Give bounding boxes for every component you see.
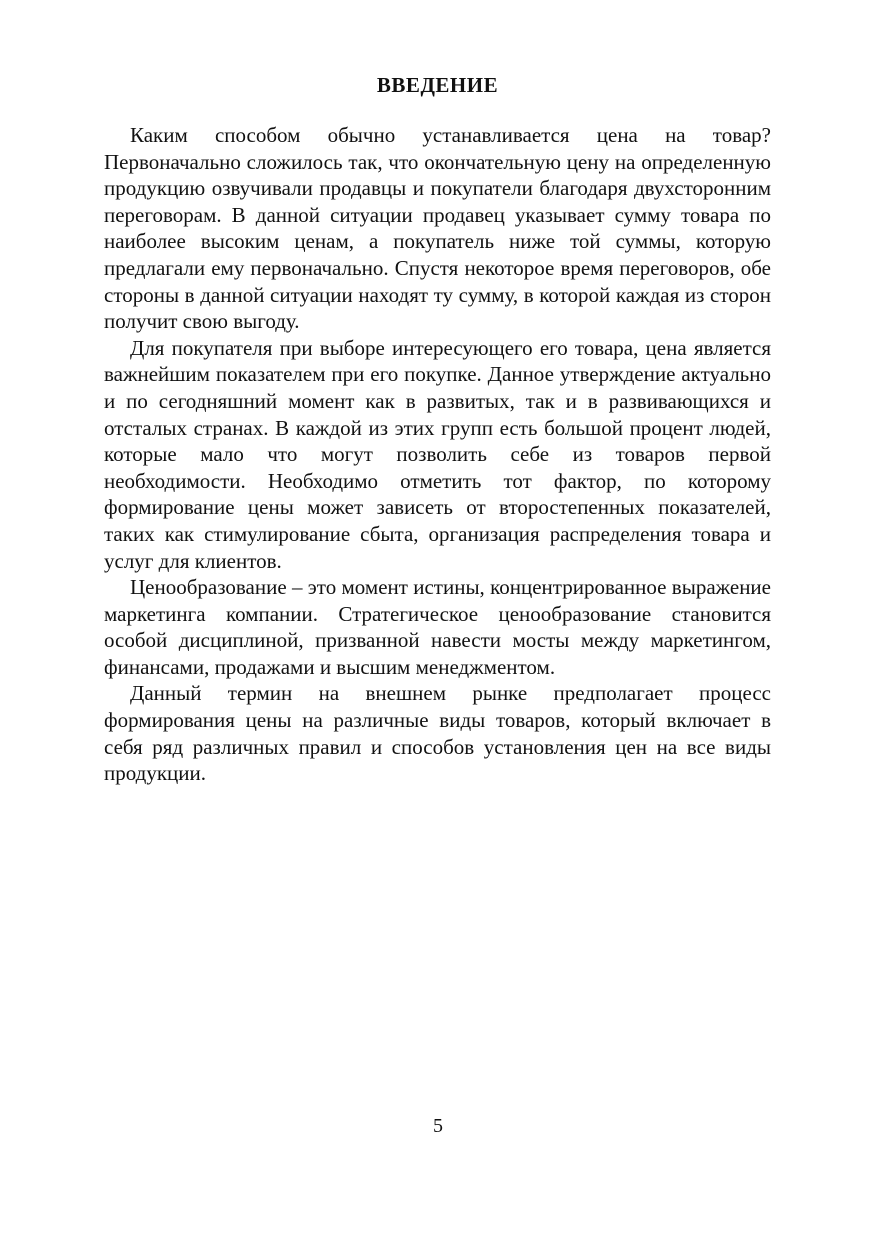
page-title: ВВЕДЕНИЕ [376, 73, 499, 97]
page-number: 5 [433, 1115, 443, 1137]
paragraph-3: Ценообразование – это момент истины, концентрированное выражение маркетинга компании. Стратегическое ценообразование становится особой дисциплиной, призванной навести мосты между маркетингом, финансами, продажами и высшим менеджментом. [104, 575, 771, 679]
paragraph-4: Данный термин на внешнем рынке предполагает процесс формирования цены на различные виды товаров, который включает в себя ряд различных правил и способов установления цен на все виды продукции. [104, 681, 771, 786]
paragraph-2: Для покупателя при выборе интересующего его товара, цена является важнейшим показателем при его покупке. Данное утверждение актуально и по сегодняшний момент как в развитых, так и в развивающихся и отсталых странах. В каждой из этих групп есть большой процент людей, которые мало что могут позволить себе из товаров первой необходимости. Необходимо отметить тот фактор, по которому формирование цены может зависеть от второстепенных показателей, таких как стимулирование сбыта, организация распределения товара и услуг для клиентов. [104, 335, 771, 573]
body-text [104, 122, 771, 787]
paragraph-1: Каким способом обычно устанавливается цена на товар? Первоначально сложилось так, что окончательную цену на определенную продукцию озвучивали продавцы и покупатели благодаря двухсторонним переговорам. В данной ситуации продавец указывает сумму товара по наиболее высоким ценам, а покупатель ниже той суммы, которую предлагали ему первоначально. Спустя некоторое время переговоров, обе стороны в данной ситуации находят ту сумму, в которой каждая из сторон получит свою выгоду. [104, 123, 771, 334]
